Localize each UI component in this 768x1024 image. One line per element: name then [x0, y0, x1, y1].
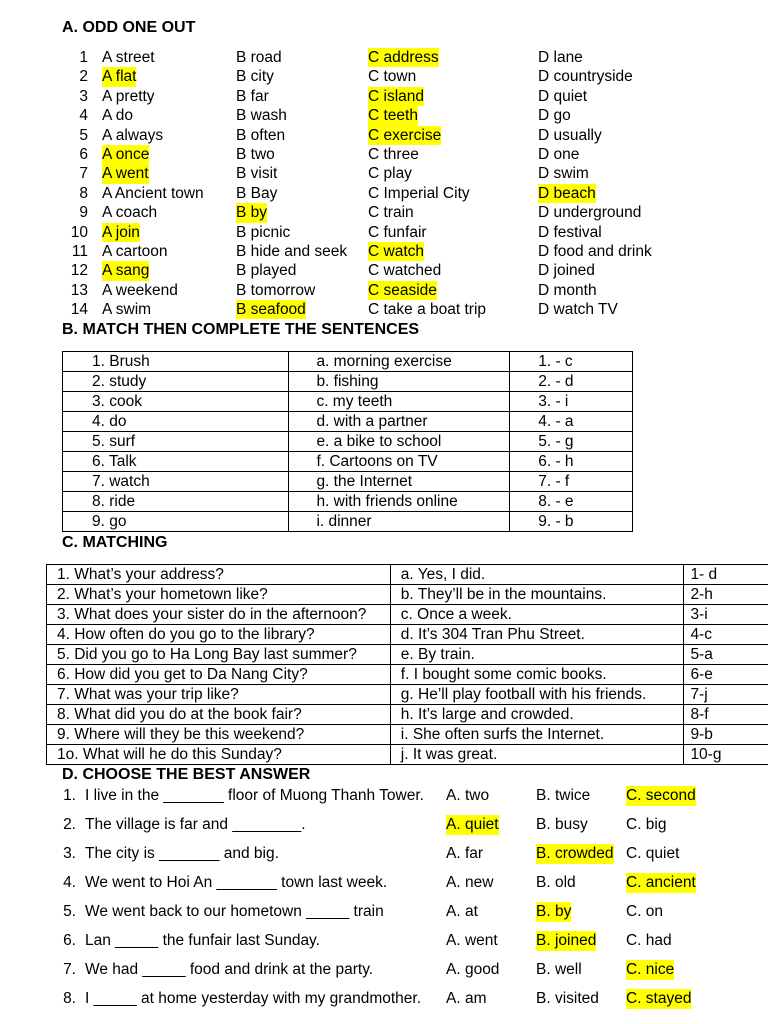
table-row	[63, 452, 633, 472]
verb-cell: 7. watch	[63, 472, 289, 492]
option-c: C island	[368, 87, 424, 105]
list-item	[62, 989, 762, 1009]
option-b: B. by	[536, 903, 572, 920]
option-a: A. good	[446, 961, 500, 978]
option-a: A weekend	[102, 281, 178, 299]
table-row	[47, 605, 768, 625]
option-a: A cartoon	[102, 242, 168, 260]
option-c: C watched	[368, 262, 442, 280]
option-c: C teeth	[368, 107, 418, 125]
table-row	[63, 472, 633, 492]
section-c-title: C. MATCHING	[62, 534, 168, 551]
item-number: 9	[79, 204, 88, 222]
phrase-cell: f. Cartoons on TV	[289, 452, 510, 472]
option-c: C town	[368, 68, 417, 86]
option-b: B two	[236, 145, 275, 163]
question-cell: 9. Where will they be this weekend?	[47, 725, 391, 745]
verb-cell: 2. study	[63, 372, 289, 392]
option-b: B. old	[536, 874, 576, 891]
option-a: A Ancient town	[102, 184, 204, 202]
response-cell: b. They’ll be in the mountains.	[390, 585, 684, 605]
item-number: 6	[79, 145, 88, 163]
table-row	[47, 745, 768, 765]
option-d: D festival	[538, 223, 602, 241]
response-cell: c. Once a week.	[390, 605, 684, 625]
list-item	[62, 203, 762, 222]
verb-cell: 5. surf	[63, 432, 289, 452]
option-a: A. new	[446, 874, 494, 891]
option-a: A pretty	[102, 87, 155, 105]
item-number: 7.	[63, 961, 76, 978]
key-cell: 6-e	[684, 665, 768, 685]
question-text: The village is far and ________.	[85, 816, 306, 833]
phrase-cell: b. fishing	[289, 372, 510, 392]
option-c: C. second	[626, 787, 696, 804]
list-item	[62, 48, 762, 67]
verb-cell: 9. go	[63, 512, 289, 532]
table-row	[47, 705, 768, 725]
option-a: A always	[102, 126, 164, 144]
verb-cell: 1. Brush	[63, 352, 289, 372]
option-b: B picnic	[236, 223, 291, 241]
question-text: I _____ at home yesterday with my grandmother.	[85, 990, 422, 1007]
key-cell: 1- d	[684, 565, 768, 585]
item-number: 3	[79, 87, 88, 105]
option-c: C Imperial City	[368, 184, 470, 202]
question-text: The city is _______ and big.	[85, 845, 279, 862]
answer-cell: 8. - e	[510, 492, 633, 512]
list-item	[62, 164, 762, 183]
option-a: A do	[102, 107, 134, 125]
option-b: B. crowded	[536, 845, 614, 862]
question-text: We went to Hoi An _______ town last week.	[85, 874, 388, 891]
item-number: 1.	[63, 787, 76, 804]
list-item	[62, 815, 762, 835]
table-row	[47, 725, 768, 745]
key-cell: 3-i	[684, 605, 768, 625]
option-a: A. two	[446, 787, 490, 804]
key-cell: 8-f	[684, 705, 768, 725]
item-number: 14	[70, 301, 88, 319]
section-d-title: D. CHOOSE THE BEST ANSWER	[62, 766, 311, 783]
table-row	[63, 492, 633, 512]
question-cell: 1o. What will he do this Sunday?	[47, 745, 391, 765]
list-item	[62, 873, 762, 893]
question-cell: 3. What does your sister do in the afternoon?	[47, 605, 391, 625]
answer-cell: 3. - i	[510, 392, 633, 412]
list-item	[62, 87, 762, 106]
key-cell: 7-j	[684, 685, 768, 705]
option-c: C. stayed	[626, 990, 692, 1007]
option-c: C watch	[368, 242, 424, 260]
answer-cell: 2. - d	[510, 372, 633, 392]
option-d: D one	[538, 145, 580, 163]
item-number: 8	[79, 184, 88, 202]
question-cell: 6. How did you get to Da Nang City?	[47, 665, 391, 685]
option-a: A sang	[102, 262, 150, 280]
option-a: A went	[102, 165, 149, 183]
item-number: 13	[70, 281, 88, 299]
list-item	[62, 145, 762, 164]
option-b: B. well	[536, 961, 582, 978]
answer-cell: 7. - f	[510, 472, 633, 492]
item-number: 12	[70, 262, 88, 280]
answer-cell: 9. - b	[510, 512, 633, 532]
item-number: 4.	[63, 874, 76, 891]
matching-table	[46, 564, 768, 765]
option-d: D usually	[538, 126, 602, 144]
phrase-cell: a. morning exercise	[289, 352, 510, 372]
list-item	[62, 931, 762, 951]
option-c: C. on	[626, 903, 664, 920]
option-c: C play	[368, 165, 412, 183]
odd-one-out-list	[62, 48, 762, 319]
option-a: A. went	[446, 932, 498, 949]
key-cell: 2-h	[684, 585, 768, 605]
response-cell: g. He’ll play football with his friends.	[390, 685, 684, 705]
item-number: 5	[79, 126, 88, 144]
section-b-title: B. MATCH THEN COMPLETE THE SENTENCES	[62, 321, 420, 338]
option-a: A once	[102, 145, 150, 163]
option-d: D swim	[538, 165, 589, 183]
table-row	[47, 645, 768, 665]
table-row	[63, 352, 633, 372]
question-cell: 2. What’s your hometown like?	[47, 585, 391, 605]
table-row	[63, 412, 633, 432]
item-number: 6.	[63, 932, 76, 949]
section-a-title: A. ODD ONE OUT	[62, 19, 196, 36]
table-row	[63, 392, 633, 412]
phrase-cell: g. the Internet	[289, 472, 510, 492]
option-d: D lane	[538, 49, 583, 66]
list-item	[62, 300, 762, 319]
option-b: B. twice	[536, 787, 591, 804]
option-b: B far	[236, 87, 269, 105]
list-item	[62, 184, 762, 203]
item-number: 11	[71, 242, 88, 260]
verb-cell: 6. Talk	[63, 452, 289, 472]
option-c: C. quiet	[626, 845, 680, 862]
option-b: B Bay	[236, 184, 278, 202]
option-a: A. far	[446, 845, 484, 862]
option-b: B city	[236, 68, 274, 86]
response-cell: e. By train.	[390, 645, 684, 665]
item-number: 7	[79, 165, 88, 183]
option-b: B. visited	[536, 990, 599, 1007]
option-c: C three	[368, 145, 419, 163]
option-b: B road	[236, 49, 282, 66]
option-b: B hide and seek	[236, 242, 348, 260]
item-number: 3.	[63, 845, 76, 862]
verb-cell: 3. cook	[63, 392, 289, 412]
option-d: D go	[538, 107, 571, 125]
option-b: B played	[236, 262, 297, 280]
option-d: D beach	[538, 184, 596, 202]
option-a: A join	[102, 223, 140, 241]
question-text: We went back to our hometown _____ train	[85, 903, 384, 920]
item-number: 8.	[63, 990, 76, 1007]
list-item	[62, 67, 762, 86]
match-table	[62, 351, 633, 532]
phrase-cell: h. with friends online	[289, 492, 510, 512]
question-text: Lan _____ the funfair last Sunday.	[85, 932, 320, 949]
key-cell: 4-c	[684, 625, 768, 645]
table-row	[47, 625, 768, 645]
question-cell: 7. What was your trip like?	[47, 685, 391, 705]
key-cell: 5-a	[684, 645, 768, 665]
response-cell: i. She often surfs the Internet.	[390, 725, 684, 745]
option-b: B. joined	[536, 932, 597, 949]
table-row	[63, 372, 633, 392]
option-b: B tomorrow	[236, 281, 316, 299]
verb-cell: 8. ride	[63, 492, 289, 512]
option-c: C funfair	[368, 223, 427, 241]
question-text: We had _____ food and drink at the party.	[85, 961, 374, 978]
phrase-cell: c. my teeth	[289, 392, 510, 412]
option-d: D quiet	[538, 87, 588, 105]
table-row	[63, 432, 633, 452]
item-number: 5.	[63, 903, 76, 920]
option-d: D countryside	[538, 68, 633, 86]
table-row	[47, 565, 768, 585]
phrase-cell: d. with a partner	[289, 412, 510, 432]
list-item	[62, 902, 762, 922]
response-cell: d. It’s 304 Tran Phu Street.	[390, 625, 684, 645]
option-a: A. at	[446, 903, 478, 920]
answer-cell: 1. - c	[510, 352, 633, 372]
question-cell: 4. How often do you go to the library?	[47, 625, 391, 645]
option-a: A coach	[102, 204, 158, 222]
answer-cell: 6. - h	[510, 452, 633, 472]
answer-cell: 4. - a	[510, 412, 633, 432]
option-c: C take a boat trip	[368, 301, 487, 319]
verb-cell: 4. do	[63, 412, 289, 432]
option-b: B seafood	[236, 301, 306, 319]
response-cell: f. I bought some comic books.	[390, 665, 684, 685]
option-d: D watch TV	[538, 301, 618, 319]
table-row	[47, 685, 768, 705]
key-cell: 9-b	[684, 725, 768, 745]
list-item	[62, 106, 762, 125]
item-number: 10	[70, 223, 88, 241]
question-cell: 5. Did you go to Ha Long Bay last summer?	[47, 645, 391, 665]
option-b: B wash	[236, 107, 287, 125]
option-d: D underground	[538, 204, 642, 222]
table-row	[47, 665, 768, 685]
option-c: C. big	[626, 816, 667, 833]
option-c: C. nice	[626, 961, 675, 978]
list-item	[62, 960, 762, 980]
option-d: D food and drink	[538, 242, 652, 260]
key-cell: 10-g	[684, 745, 768, 765]
option-c: C. ancient	[626, 874, 696, 891]
table-row	[63, 512, 633, 532]
item-number: 2	[79, 68, 88, 86]
question-cell: 8. What did you do at the book fair?	[47, 705, 391, 725]
option-c: C address	[368, 49, 439, 66]
question-cell: 1. What’s your address?	[47, 565, 391, 585]
answer-cell: 5. - g	[510, 432, 633, 452]
option-a: A flat	[102, 68, 137, 86]
option-c: C train	[368, 204, 414, 222]
question-text: I live in the _______ floor of Muong Thanh Tower.	[85, 787, 424, 804]
response-cell: a. Yes, I did.	[390, 565, 684, 585]
phrase-cell: i. dinner	[289, 512, 510, 532]
list-item	[62, 242, 762, 261]
response-cell: j. It was great.	[390, 745, 684, 765]
list-item	[62, 261, 762, 280]
option-d: D joined	[538, 262, 595, 280]
list-item	[62, 281, 762, 300]
list-item	[62, 786, 762, 806]
option-a: A street	[102, 49, 155, 66]
phrase-cell: e. a bike to school	[289, 432, 510, 452]
table-row	[47, 585, 768, 605]
option-b: B visit	[236, 165, 278, 183]
option-b: B. busy	[536, 816, 588, 833]
option-b: B often	[236, 126, 286, 144]
item-number: 4	[79, 107, 88, 125]
item-number: 2.	[63, 816, 76, 833]
option-a: A swim	[102, 301, 152, 319]
option-a: A. am	[446, 990, 487, 1007]
list-item	[62, 223, 762, 242]
option-c: C. had	[626, 932, 672, 949]
option-b: B by	[236, 204, 268, 222]
option-c: C exercise	[368, 126, 442, 144]
list-item	[62, 844, 762, 864]
list-item	[62, 126, 762, 145]
option-a: A. quiet	[446, 816, 499, 833]
response-cell: h. It’s large and crowded.	[390, 705, 684, 725]
option-d: D month	[538, 281, 597, 299]
item-number: 1	[79, 49, 88, 66]
option-c: C seaside	[368, 281, 437, 299]
